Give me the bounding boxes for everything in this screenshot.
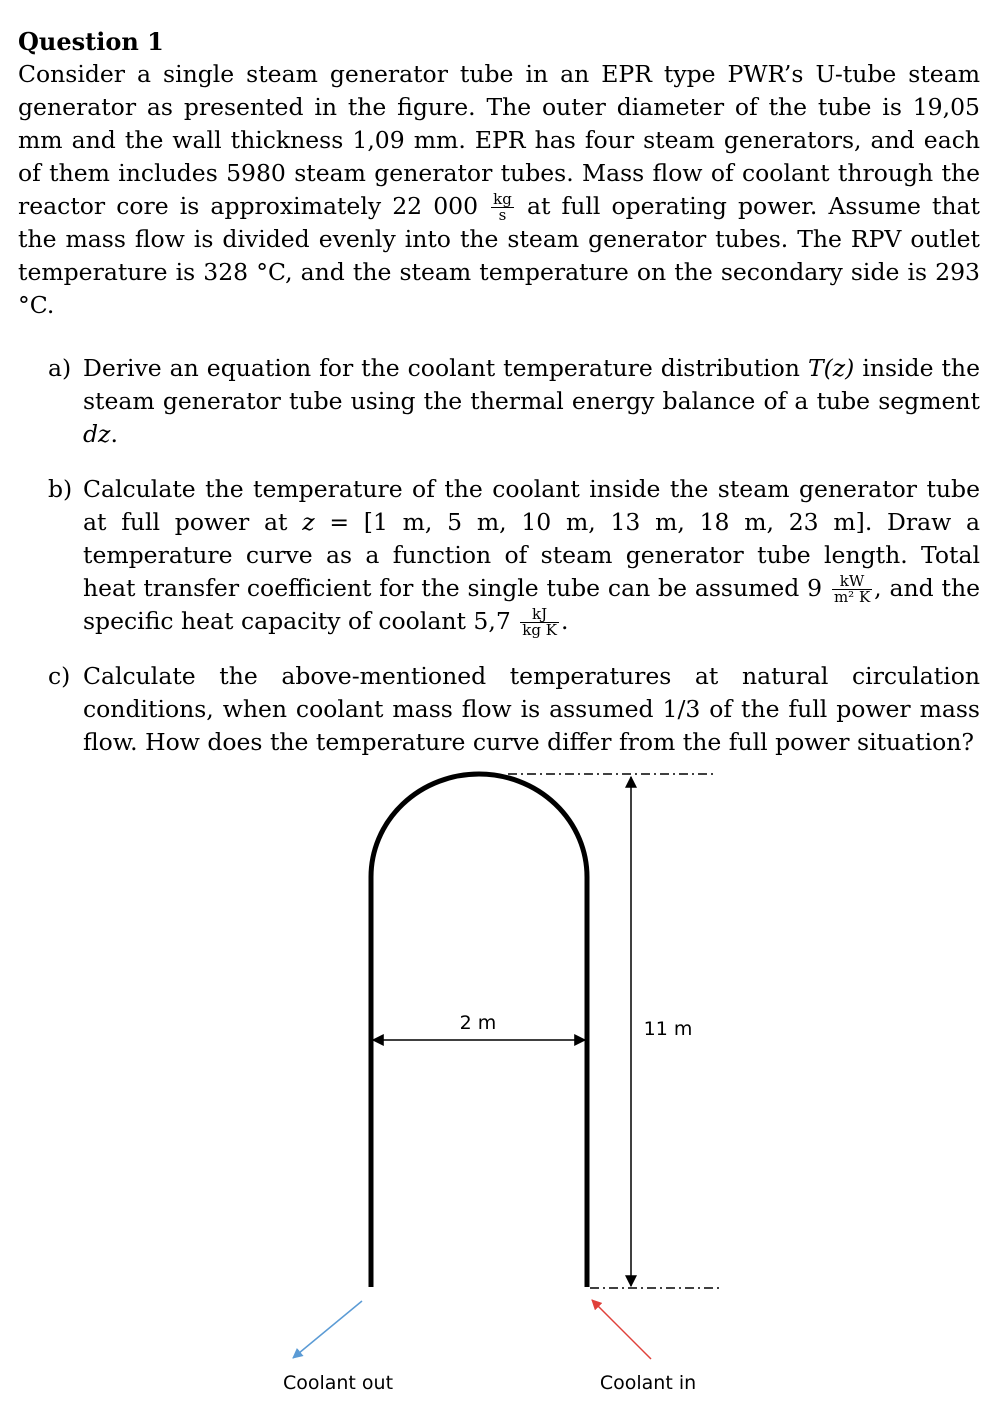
part-a: [18, 352, 980, 451]
heat-transfer-unit-den: m² K: [833, 588, 871, 606]
part-b: [18, 473, 980, 638]
intro-text-2: at full operating power. Assume that the mass flow is divided evenly into the steam generator tubes. The RPV outlet temperature is 328 °C, and the steam temperature on the secondary side is 293 °C.: [18, 192, 980, 319]
part-b-text-3: , and the specific heat capacity of coolant 5,7: [83, 574, 980, 635]
mass-flow-unit: [491, 192, 514, 223]
part-a-text-2: inside the steam generator tube using the thermal energy balance of a tube segment: [83, 354, 980, 415]
part-c-label: c): [48, 662, 71, 690]
coolant-out-arrow: [293, 1301, 362, 1358]
question-intro: [18, 58, 980, 322]
heat-transfer-unit-num: kW: [832, 574, 872, 590]
coolant-in-arrow: [592, 1300, 651, 1359]
part-b-text-1: Calculate the temperature of the coolant inside the steam generator tube at full power at: [83, 475, 980, 536]
coolant-in-label: Coolant in: [599, 1372, 697, 1394]
part-b-end: .: [560, 607, 569, 635]
width-label: 2 m: [459, 1012, 497, 1034]
part-a-end: .: [110, 420, 118, 448]
part-b-var-z: z: [302, 508, 315, 536]
heat-capacity-unit: [520, 607, 559, 638]
mass-flow-unit-num: kg: [493, 190, 512, 208]
part-a-var-t: T(z): [807, 354, 855, 382]
part-a-var-dz: dz: [83, 420, 111, 448]
part-b-text-2: = [1 m, 5 m, 10 m, 13 m, 18 m, 23 m]. Draw a temperature curve as a function of steam generator tube length. Total heat transfer coefficient for the single tube can be assumed 9: [83, 508, 980, 602]
coolant-out-label: Coolant out: [282, 1372, 394, 1394]
question-title: Question 1: [18, 27, 164, 56]
subquestion-list: [18, 352, 980, 759]
height-label: 11 m: [643, 1018, 693, 1040]
part-b-label: b): [48, 475, 73, 503]
part-a-label: a): [48, 354, 72, 382]
intro-text-1: Consider a single steam generator tube in an EPR type PWR’s U-tube steam generator as presented in the figure. The outer diameter of the tube is 19,05 mm and the wall thickness 1,09 mm. EPR has four steam generators, and each of them includes 5980 steam generator tubes. Mass flow of coolant through the reactor core is approximately 22 000: [18, 60, 980, 220]
mass-flow-unit-den: s: [498, 206, 507, 224]
u-tube-figure: [0, 700, 999, 1423]
question-page: [18, 26, 980, 781]
heat-transfer-unit: [832, 574, 872, 605]
part-c-text: Calculate the above-mentioned temperatures at natural circulation conditions, when coolant mass flow is assumed 1/3 of the full power mass flow. How does the temperature curve differ from the full power situation?: [83, 662, 980, 756]
heat-capacity-unit-den: kg K: [522, 621, 557, 639]
part-a-text-1: Derive an equation for the coolant temperature distribution: [83, 354, 800, 382]
heat-capacity-unit-num: kJ: [520, 607, 559, 623]
